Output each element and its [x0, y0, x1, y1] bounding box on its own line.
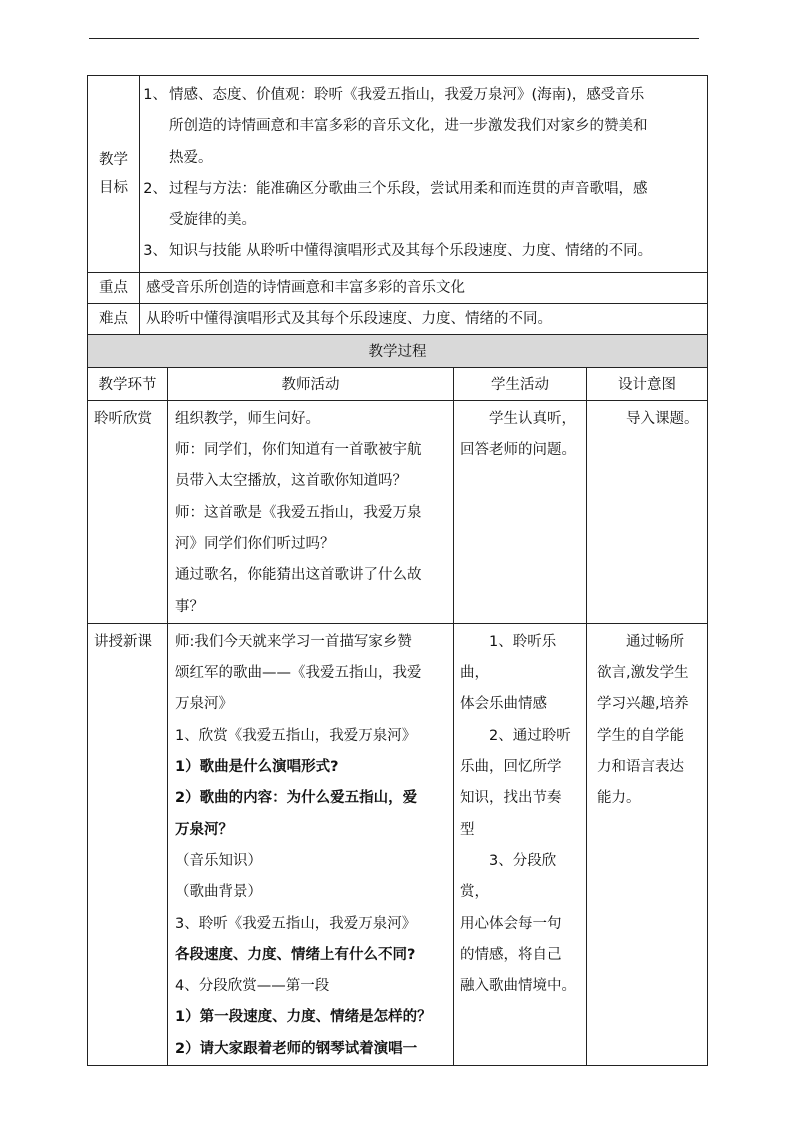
goal-item — [140, 236, 701, 267]
student-activity-line: 型 — [460, 821, 475, 838]
goal-number: 1、 — [143, 87, 167, 103]
process-row — [88, 400, 708, 623]
student-activity-cell — [454, 623, 587, 1065]
student-activity-line: 学生认真听， — [489, 410, 576, 427]
process-row — [88, 623, 708, 1065]
goal-text: 知识与技能 从聆听中懂得演唱形式及其每个乐段速度、力度、情绪的不同。 — [169, 243, 653, 260]
student-activity-line: 3、分段欣赏， — [460, 852, 557, 901]
goal-text: 热爱。 — [169, 149, 213, 166]
teacher-activity-line: 3、聆听《我爱五指山，我爱万泉河》 — [175, 915, 417, 932]
key-point-label: 重点 — [88, 272, 140, 303]
design-intent-line: 通过畅所 — [626, 633, 684, 650]
goal-text: 情感、态度、价值观：聆听《我爱五指山，我爱万泉河》(海南)，感受音乐 — [169, 87, 645, 103]
goal-number: 2、 — [143, 180, 167, 197]
column-header: 设计意图 — [587, 367, 708, 400]
student-activity-line: 体会乐曲情感 — [460, 696, 547, 713]
difficulty-row — [88, 303, 708, 334]
teacher-activity-line: 万泉河？ — [175, 821, 233, 838]
teacher-activity-cell — [168, 623, 454, 1065]
stage-cell: 聆听欣赏 — [88, 400, 168, 623]
student-activity-cell — [454, 400, 587, 623]
teacher-activity-line: 1）第一段速度、力度、情绪是怎样的？ — [175, 1009, 432, 1026]
goal-text: 受旋律的美。 — [169, 212, 256, 229]
key-point-text: 感受音乐所创造的诗情画意和丰富多彩的音乐文化 — [140, 272, 708, 303]
teacher-activity-line: 师:我们今天就来学习一首描写家乡赞 — [175, 633, 412, 650]
teacher-activity-line: 各段速度、力度、情绪上有什么不同? — [175, 946, 416, 963]
column-header: 教师活动 — [168, 367, 454, 400]
column-header-row — [88, 367, 708, 400]
goals-label — [88, 76, 140, 273]
teacher-activity-line: 事？ — [175, 598, 204, 615]
goal-text: 所创造的诗情画意和丰富多彩的音乐文化，进一步激发我们对家乡的赞美和 — [169, 118, 648, 135]
teacher-activity-line: 师：同学们，你们知道有一首歌被宇航 — [175, 442, 422, 459]
teacher-activity-line: 组织教学，师生问好。 — [175, 410, 320, 427]
teacher-activity-line: （歌曲背景） — [175, 884, 262, 901]
design-intent-line: 学习兴趣,培养 — [597, 696, 689, 713]
teacher-activity-line: 2）请大家跟着老师的钢琴试着演唱一 — [175, 1040, 418, 1057]
key-point-row — [88, 272, 708, 303]
goals-label-line: 教学 — [99, 151, 128, 168]
column-header: 教学环节 — [88, 367, 168, 400]
student-activity-line: 用心体会每一句 — [460, 915, 562, 932]
teacher-activity-line: 师：这首歌是《我爱五指山，我爱万泉 — [175, 504, 422, 521]
student-activity-line: 2、通过聆听 — [489, 727, 571, 744]
student-activity-line: 的情感，将自己 — [460, 946, 562, 963]
process-title: 教学过程 — [88, 334, 708, 367]
student-activity-line: 回答老师的问题。 — [460, 442, 576, 459]
column-header: 学生活动 — [454, 367, 587, 400]
goal-text: 过程与方法：能准确区分歌曲三个乐段，尝试用柔和而连贯的声音歌唱，感 — [169, 180, 648, 197]
teacher-activity-line: 2）歌曲的内容：为什么爱五指山，爱 — [175, 790, 418, 807]
page-header-rule — [89, 38, 699, 39]
goal-item — [140, 174, 701, 237]
teacher-activity-line: 1）歌曲是什么演唱形式? — [175, 759, 339, 776]
teacher-activity-line: 4、分段欣赏——第一段 — [175, 978, 330, 995]
goals-row — [88, 76, 708, 273]
teacher-activity-line: 1、欣赏《我爱五指山，我爱万泉河》 — [175, 727, 417, 744]
teacher-activity-cell — [168, 400, 454, 623]
lesson-plan-table — [87, 75, 708, 1066]
design-intent-line: 力和语言表达 — [597, 759, 684, 776]
teacher-activity-line: 通过歌名，你能猜出这首歌讲了什么故 — [175, 567, 422, 584]
design-intent-cell — [587, 623, 708, 1065]
goal-number: 3、 — [143, 243, 167, 260]
difficulty-label: 难点 — [88, 303, 140, 334]
process-title-row — [88, 334, 708, 367]
teacher-activity-line: （音乐知识） — [175, 852, 262, 869]
teacher-activity-line: 颂红军的歌曲——《我爱五指山，我爱 — [175, 665, 422, 682]
student-activity-line: 乐曲，回忆所学 — [460, 759, 562, 776]
student-activity-line: 融入歌曲情境中。 — [460, 978, 576, 995]
design-intent-line: 导入课题。 — [626, 410, 699, 427]
goals-content — [140, 76, 708, 273]
design-intent-line: 能力。 — [597, 790, 641, 807]
goals-label-line: 目标 — [99, 179, 128, 196]
student-activity-line: 1、聆听乐曲， — [460, 633, 557, 682]
difficulty-text: 从聆听中懂得演唱形式及其每个乐段速度、力度、情绪的不同。 — [140, 303, 708, 334]
design-intent-cell — [587, 400, 708, 623]
teacher-activity-line: 员带入太空播放，这首歌你知道吗？ — [175, 473, 407, 490]
student-activity-line: 知识，找出节奏 — [460, 790, 562, 807]
stage-cell: 讲授新课 — [88, 623, 168, 1065]
goal-item — [140, 80, 701, 174]
design-intent-line: 欲言,激发学生 — [597, 665, 689, 682]
teacher-activity-line: 万泉河》 — [175, 696, 233, 713]
design-intent-line: 学生的自学能 — [597, 727, 684, 744]
teacher-activity-line: 河》同学们你们听过吗？ — [175, 535, 335, 552]
